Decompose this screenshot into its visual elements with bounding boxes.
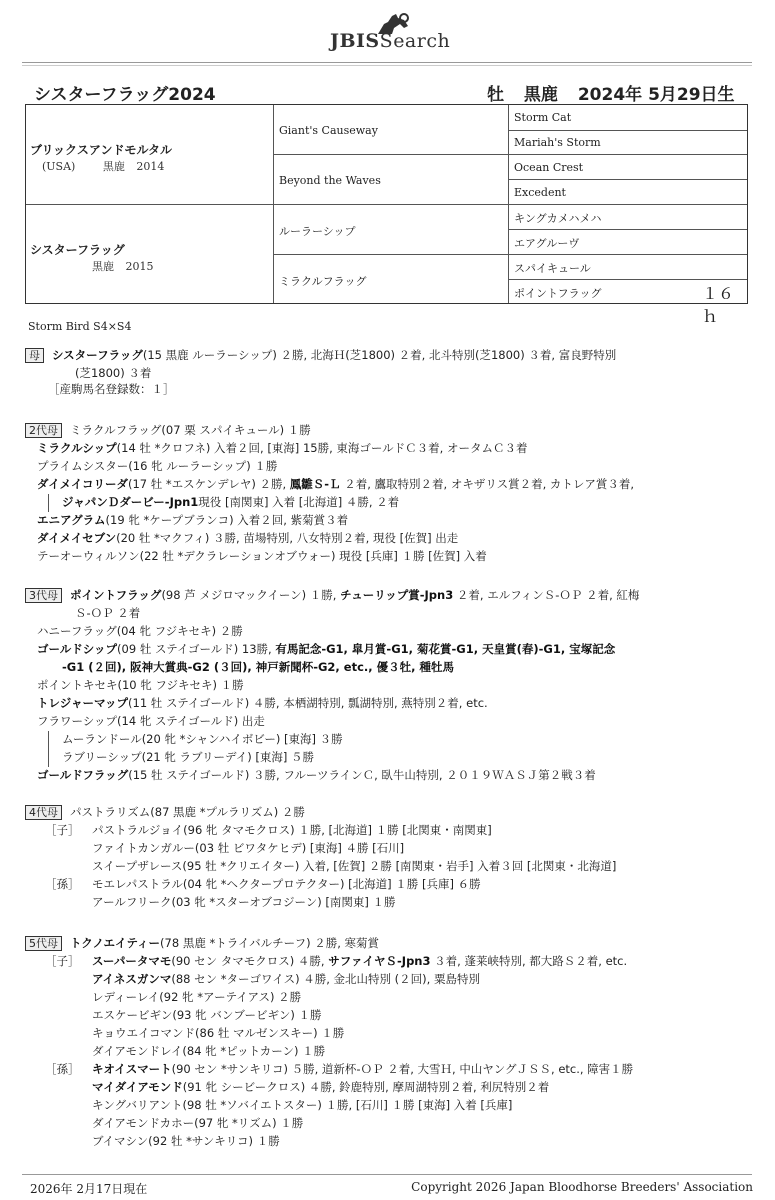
family-line (92, 971, 480, 987)
record-text: レディーレイ(92 牝 *アーテイアス) ２勝 (92, 990, 302, 1004)
sire-origin: (USA) (42, 160, 76, 173)
family-line (92, 858, 616, 874)
family-line (37, 512, 348, 528)
family-line (75, 605, 140, 621)
pedigree-dam[interactable] (30, 241, 270, 274)
horse-link[interactable]: トクノエイティー (70, 936, 161, 950)
record-text: (90 セン *サンキリコ) ５勝, 道新杯-ＯＰ ２着, 大雪Ｈ, 中山ヤングＪＳＳ, etc., 障害１勝 (171, 1062, 634, 1076)
horse-color: 黒鹿 (523, 85, 558, 105)
record-text: (14 牡 *クロフネ) 入着２回, [東海] 15勝, 東海ゴールドＣ３着, オータムＣ３着 (116, 441, 528, 455)
family-line (37, 548, 487, 564)
horse-link[interactable]: ポイントフラッグ (70, 588, 162, 602)
family-line (37, 476, 634, 492)
record-text: ２着, 鷹取特別２着, オキザリス賞２着, カトレア賞３着, (340, 477, 635, 491)
horse-profile (487, 80, 735, 105)
record-text: プライムシスター(16 牝 ルーラーシップ) １勝 (37, 459, 278, 473)
gen2-ancestor[interactable]: ミラクルフラッグ (279, 275, 367, 288)
generation-tag: 5代母 (25, 936, 62, 951)
record-text: (芝1800) ３着 (75, 366, 152, 380)
family-code: １６ｈ (702, 284, 735, 326)
family-line (62, 659, 454, 675)
horse-link[interactable]: マイダイアモンド (92, 1080, 183, 1094)
family-line (92, 840, 404, 856)
record-text: フラワーシップ(14 牝 ステイゴールド) 出走 (37, 714, 265, 728)
record-text: Ｓ-ＯＰ ２着 (75, 606, 141, 620)
family-line (37, 458, 277, 474)
family-line (37, 623, 243, 639)
footer-divider (22, 1174, 752, 1175)
record-text: ハニーフラッグ(04 牝 フジキセキ) ２勝 (37, 624, 243, 638)
gen3-ancestor[interactable]: Ocean Crest (514, 161, 584, 174)
family-line (92, 1007, 322, 1023)
family-line (92, 1079, 549, 1095)
horse-link[interactable]: スーパータマモ (92, 954, 172, 968)
horse-link[interactable]: アイネスガンマ (92, 972, 172, 986)
record-text: ［子］ (45, 823, 80, 837)
record-text: モエレパストラル(04 牝 *ヘクタープロテクター) [北海道] １勝 [兵庫] ６勝 (92, 877, 481, 891)
family-line (37, 641, 615, 657)
family-line (92, 822, 492, 838)
family-line (75, 365, 151, 381)
gen3-ancestor[interactable]: Excedent (514, 186, 566, 199)
record-text: (19 牝 *ケープブランコ) 入着２回, 紫菊賞３着 (105, 513, 349, 527)
family-line (62, 749, 314, 765)
horse-link[interactable]: ゴールドシップ (37, 642, 118, 656)
logo-jbis: JBIS (330, 30, 380, 52)
record-text: (90 セン タマモクロス) ４勝, (171, 954, 329, 968)
record-text: (09 牡 ステイゴールド) 13勝, (117, 642, 276, 656)
family-section-header (25, 347, 616, 363)
family-section-header (25, 804, 305, 820)
record-text: (20 牡 *マクフィ) ３勝, 苗場特別, 八女特別２着, 現役 [佐賀] 出走 (116, 531, 459, 545)
family-line (92, 1043, 325, 1059)
header-divider (22, 62, 752, 63)
record-text: ミラクルフラッグ(07 栗 スパイキュール) １勝 (70, 423, 311, 437)
family-line (92, 1097, 512, 1113)
gen2-ancestor[interactable]: ルーラーシップ (279, 225, 356, 238)
family-section-header (25, 422, 311, 438)
record-text: ムーランドール(20 牝 *シャンハイボビー) [東海] ３勝 (62, 732, 343, 746)
record-text: (11 牡 ステイゴールド) ４勝, 本栖湖特別, 瓢湖特別, 燕特別２着, etc. (128, 696, 488, 710)
indent-bar (48, 494, 49, 512)
inbreeding-note: Storm Bird S4×S4 (28, 320, 132, 333)
family-line (37, 695, 488, 711)
horse-birthdate: 2024年 5月29日生 (577, 85, 735, 105)
record-text: アールフリーク(03 牝 *スターオブコジーン) [南関東] １勝 (92, 895, 396, 909)
gen3-ancestor[interactable]: ポイントフラッグ (514, 287, 602, 300)
record-text: (88 セン *ターゴワイス) ４勝, 金北山特別 (２回), 粟島特別 (171, 972, 480, 986)
family-line (62, 731, 343, 747)
horse-link[interactable]: ダイメイセブン (37, 531, 117, 545)
record-text: パストラルジョイ(96 牝 タマモクロス) １勝, [北海道] １勝 [北関東・南関東] (92, 823, 492, 837)
graded-race: チューリップ賞-Jpn3 (340, 588, 454, 602)
sire-year: 2014 (136, 160, 165, 173)
jbis-search-logo[interactable] (330, 12, 460, 54)
record-text: (15 牡 ステイゴールド) ３勝, フルーツラインＣ, 臥牛山特別, ２０１９ＷＡＳＪ第２戦３着 (128, 768, 596, 782)
family-section-header (25, 587, 639, 603)
horse-name: シスターフラッグ2024 (34, 85, 216, 105)
record-text: 現役 [南関東] 入着 [北海道] ４勝, (198, 495, 377, 509)
graded-race: 有馬記念-G1, 皐月賞-G1, 菊花賞-G1, 天皇賞(春)-G1, 宝塚記念 (275, 642, 616, 656)
record-text: ２着, エルフィンＳ-ＯＰ ２着, 紅梅 (453, 588, 640, 602)
dam-color: 黒鹿 (92, 260, 114, 273)
record-text: ブイマシン(92 牡 *サンキリコ) １勝 (92, 1134, 280, 1148)
record-text: ダイアモンドレイ(84 牝 *ピットカーン) １勝 (92, 1044, 326, 1058)
record-text: ポイントキセキ(10 牝 フジキセキ) １勝 (37, 678, 244, 692)
gen2-ancestor[interactable]: Beyond the Waves (279, 174, 381, 187)
record-text: (78 黒鹿 *トライバルチーフ) ２勝, 寒菊賞 (160, 936, 380, 950)
record-text: キョウエイコマンド(86 牡 マルゼンスキー) １勝 (92, 1026, 345, 1040)
record-text: ［孫］ (45, 1062, 80, 1076)
record-text: ［産駒馬名登録数：１］ (48, 382, 175, 396)
record-text: (91 牝 シービークロス) ４勝, 鈴鹿特別, 摩周湖特別２着, 利尻特別２着 (182, 1080, 550, 1094)
family-line (37, 713, 265, 729)
header-divider-2 (22, 65, 752, 66)
generation-tag: 母 (25, 348, 44, 363)
record-text: (15 黒鹿 ルーラーシップ) ２勝, 北海Ｈ(芝1800) ２着, 北斗特別(芝1800) ３着, 富良野特別 (142, 348, 617, 362)
family-line (37, 530, 458, 546)
record-text: テーオーウィルソン(22 牡 *デクラレーションオブウォー) 現役 [兵庫] １勝 [佐賀] 入着 (37, 549, 487, 563)
family-line (92, 1061, 633, 1077)
generation-tag: 3代母 (25, 588, 62, 603)
record-text: ラブリーシップ(21 牝 ラブリーデイ) [東海] ５勝 (62, 750, 315, 764)
record-text: ２着 (376, 495, 400, 509)
gen3-ancestor[interactable]: スパイキュール (514, 262, 591, 275)
record-text: エスケービギン(93 牝 バンブービギン) １勝 (92, 1008, 322, 1022)
dam-year: 2015 (125, 260, 154, 273)
family-section-header (25, 935, 379, 951)
footer-date: 2026年 2月17日現在 (30, 1182, 148, 1196)
horse-sex: 牡 (487, 85, 504, 105)
footer-copyright: Copyright 2026 Japan Bloodhorse Breeders' Association (411, 1180, 753, 1194)
dam-name[interactable]: シスターフラッグ (30, 243, 125, 257)
record-text: ダイアモンドカホー(97 牝 *リズム) １勝 (92, 1116, 304, 1130)
family-line (62, 494, 399, 510)
family-line (48, 381, 175, 397)
horse-link[interactable]: シスターフラッグ (52, 348, 143, 362)
horse-link[interactable]: -G1 (２回), 阪神大賞典-G2 (３回), 神戸新聞杯-G2, etc., 優３牡, 種牡馬 (62, 660, 455, 674)
generation-tag: 4代母 (25, 805, 62, 820)
logo-search: Search (379, 30, 451, 52)
pedigree-sire[interactable] (30, 141, 270, 174)
gen3-ancestor[interactable]: エアグルーヴ (514, 237, 580, 250)
graded-race: 鳳雛Ｓ-Ｌ (289, 477, 341, 491)
pedigree-table (25, 104, 748, 326)
record-text: キングバリアント(98 牡 *ソバイエトスター) １勝, [石川] １勝 [東海] 入着 [兵庫] (92, 1098, 513, 1112)
family-line (45, 1061, 80, 1077)
sire-name[interactable]: ブリックスアンドモルタル (30, 143, 172, 157)
family-line (92, 894, 396, 910)
family-line (92, 1115, 303, 1131)
horse-link[interactable]: ジャパンＤダービー-Jpn1 (62, 495, 199, 509)
horse-link[interactable]: ミラクルシップ (37, 441, 117, 455)
family-line (92, 876, 481, 892)
family-line (45, 953, 80, 969)
family-line (92, 1025, 344, 1041)
gen3-ancestor[interactable]: Storm Cat (514, 111, 572, 124)
record-text: スイープザレース(95 牡 *クリエイター) 入着, [佐賀] ２勝 [南関東・岩手] 入着３回 [北関東・北海道] (92, 859, 617, 873)
family-line (37, 767, 596, 783)
family-line (92, 953, 627, 969)
horse-link[interactable]: ダイメイコリーダ (37, 477, 128, 491)
record-text: ［孫］ (45, 877, 80, 891)
sire-color: 黒鹿 (102, 160, 125, 173)
record-text: ３着, 蓬莱峡特別, 都大路Ｓ２着, etc. (430, 954, 628, 968)
horse-link[interactable]: エニアグラム (37, 513, 106, 527)
record-text: (98 芦 メジロマックイーン) １勝, (161, 588, 341, 602)
record-text: ［子］ (45, 954, 80, 968)
gen3-ancestor[interactable]: キングカメハメハ (514, 212, 602, 225)
indent-bar (48, 731, 49, 767)
family-line (45, 822, 80, 838)
gen3-ancestor[interactable]: Mariah's Storm (514, 136, 601, 149)
record-text: (17 牡 *エスケンデレヤ) ２勝, (127, 477, 290, 491)
family-line (92, 1133, 280, 1149)
horse-link[interactable]: トレジャーマップ (37, 696, 129, 710)
graded-race: サファイヤＳ-Jpn3 (328, 954, 431, 968)
generation-tag: 2代母 (25, 423, 62, 438)
family-line (92, 989, 301, 1005)
gen2-ancestor[interactable]: Giant's Causeway (279, 124, 378, 137)
record-text: ファイトカンガルー(03 牡 ビワタケヒデ) [東海] ４勝 [石川] (92, 841, 405, 855)
family-line (37, 677, 244, 693)
record-text: パストラリズム(87 黒鹿 *プルラリズム) ２勝 (70, 805, 305, 819)
horse-link[interactable]: キオイスマート (92, 1062, 172, 1076)
horse-link[interactable]: ゴールドフラッグ (37, 768, 129, 782)
family-line (45, 876, 80, 892)
family-line (37, 440, 527, 456)
